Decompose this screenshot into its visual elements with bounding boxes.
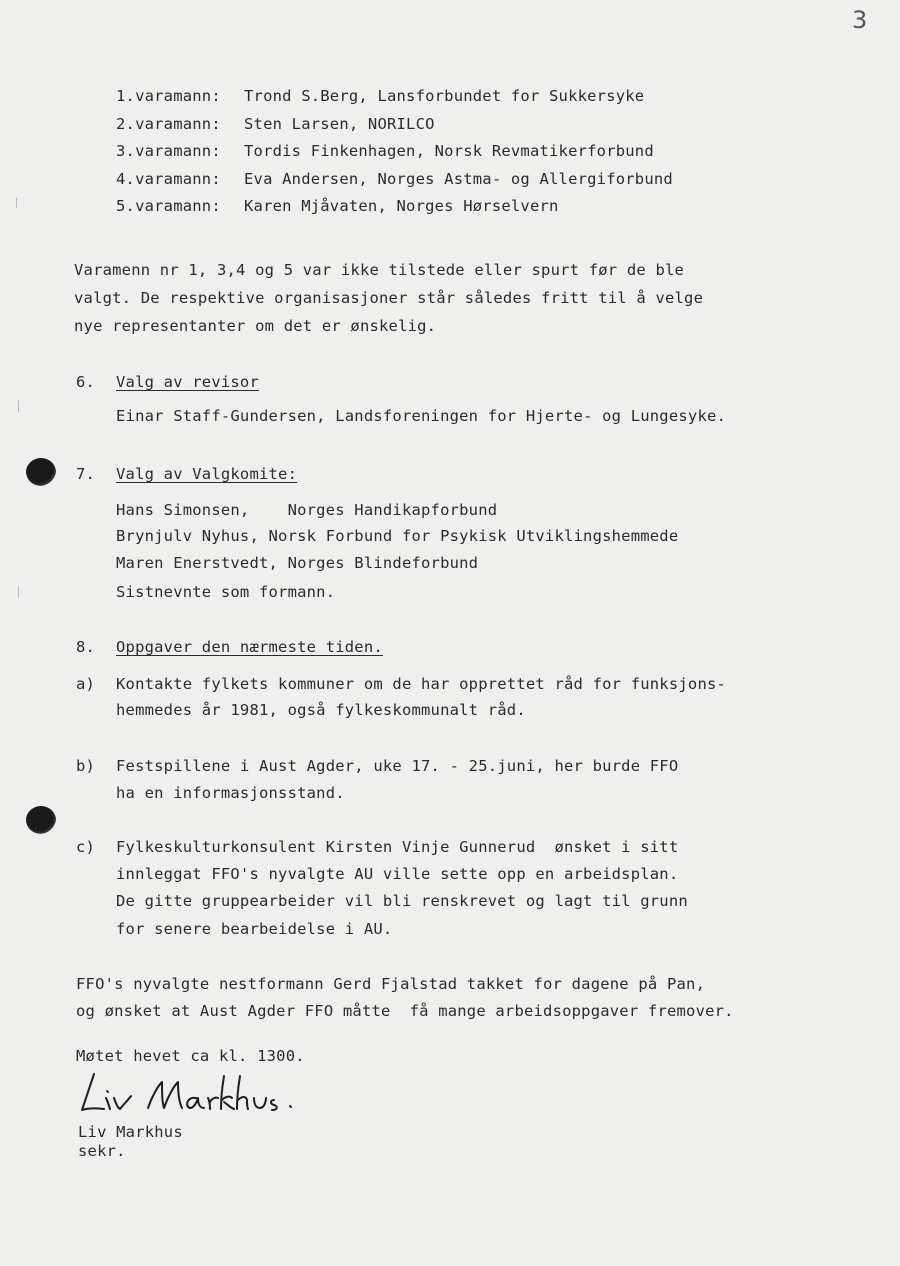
section-heading: Valg av Valgkomite: xyxy=(116,465,298,483)
committee-member: Maren Enerstvedt, Norges Blindeforbund xyxy=(116,554,479,572)
committee-member: Hans Simonsen, Norges Handikapforbund xyxy=(116,501,498,519)
margin-mark xyxy=(18,586,19,598)
closing-line: FFO's nyvalgte nestformann Gerd Fjalstad takket for dagene på Pan, xyxy=(76,975,706,993)
section-number: 6. xyxy=(76,373,96,391)
item-line: ha en informasjonsstand. xyxy=(116,784,345,802)
paragraph-line: nye representanter om det er ønskelig. xyxy=(74,317,437,335)
committee-member: Brynjulv Nyhus, Norsk Forbund for Psykisk Utviklingshemmede xyxy=(116,527,679,545)
substitute-value: Eva Andersen, Norges Astma- og Allergiforbund xyxy=(244,170,673,188)
section-number: 8. xyxy=(76,638,96,656)
substitute-label: 1.varamann: xyxy=(116,87,221,105)
substitute-label: 3.varamann: xyxy=(116,142,221,160)
substitute-label: 4.varamann: xyxy=(116,170,221,188)
committee-note: Sistnevnte som formann. xyxy=(116,583,336,601)
punch-hole-top xyxy=(26,458,56,486)
section-heading: Oppgaver den nærmeste tiden. xyxy=(116,638,383,656)
item-marker: b) xyxy=(76,757,96,775)
adjourned-line: Møtet hevet ca kl. 1300. xyxy=(76,1047,305,1065)
margin-mark xyxy=(18,400,19,412)
substitute-label: 5.varamann: xyxy=(116,197,221,215)
signature-name: Liv Markhus xyxy=(78,1123,183,1141)
signature-title: sekr. xyxy=(78,1142,126,1160)
substitute-value: Karen Mjåvaten, Norges Hørselvern xyxy=(244,197,559,215)
paragraph-line: valgt. De respektive organisasjoner står således fritt til å velge xyxy=(74,289,704,307)
section-number: 7. xyxy=(76,465,96,483)
handwritten-signature xyxy=(76,1068,306,1120)
item-line: for senere bearbeidelse i AU. xyxy=(116,920,393,938)
substitute-value: Trond S.Berg, Lansforbundet for Sukkersyke xyxy=(244,87,645,105)
closing-line: og ønsket at Aust Agder FFO måtte få mange arbeidsoppgaver fremover. xyxy=(76,1002,734,1020)
substitute-value: Sten Larsen, NORILCO xyxy=(244,115,435,133)
section-heading: Valg av revisor xyxy=(116,373,259,391)
substitute-label: 2.varamann: xyxy=(116,115,221,133)
item-line: Festspillene i Aust Agder, uke 17. - 25.juni, her burde FFO xyxy=(116,757,679,775)
item-line: De gitte gruppearbeider vil bli renskrevet og lagt til grunn xyxy=(116,892,688,910)
item-marker: a) xyxy=(76,675,96,693)
item-line: innleggat FFO's nyvalgte AU ville sette opp en arbeidsplan. xyxy=(116,865,679,883)
substitute-value: Tordis Finkenhagen, Norsk Revmatikerforbund xyxy=(244,142,654,160)
item-line: hemmedes år 1981, også fylkeskommunalt råd. xyxy=(116,701,526,719)
item-line: Kontakte fylkets kommuner om de har opprettet råd for funksjons- xyxy=(116,675,727,693)
punch-hole-bottom xyxy=(26,806,56,834)
paragraph-line: Varamenn nr 1, 3,4 og 5 var ikke tilstede eller spurt før de ble xyxy=(74,261,685,279)
section-body: Einar Staff-Gundersen, Landsforeningen for Hjerte- og Lungesyke. xyxy=(116,407,727,425)
margin-mark xyxy=(16,198,17,208)
item-line: Fylkeskulturkonsulent Kirsten Vinje Gunnerud ønsket i sitt xyxy=(116,838,679,856)
item-marker: c) xyxy=(76,838,96,856)
page-number: 3 xyxy=(852,6,868,34)
